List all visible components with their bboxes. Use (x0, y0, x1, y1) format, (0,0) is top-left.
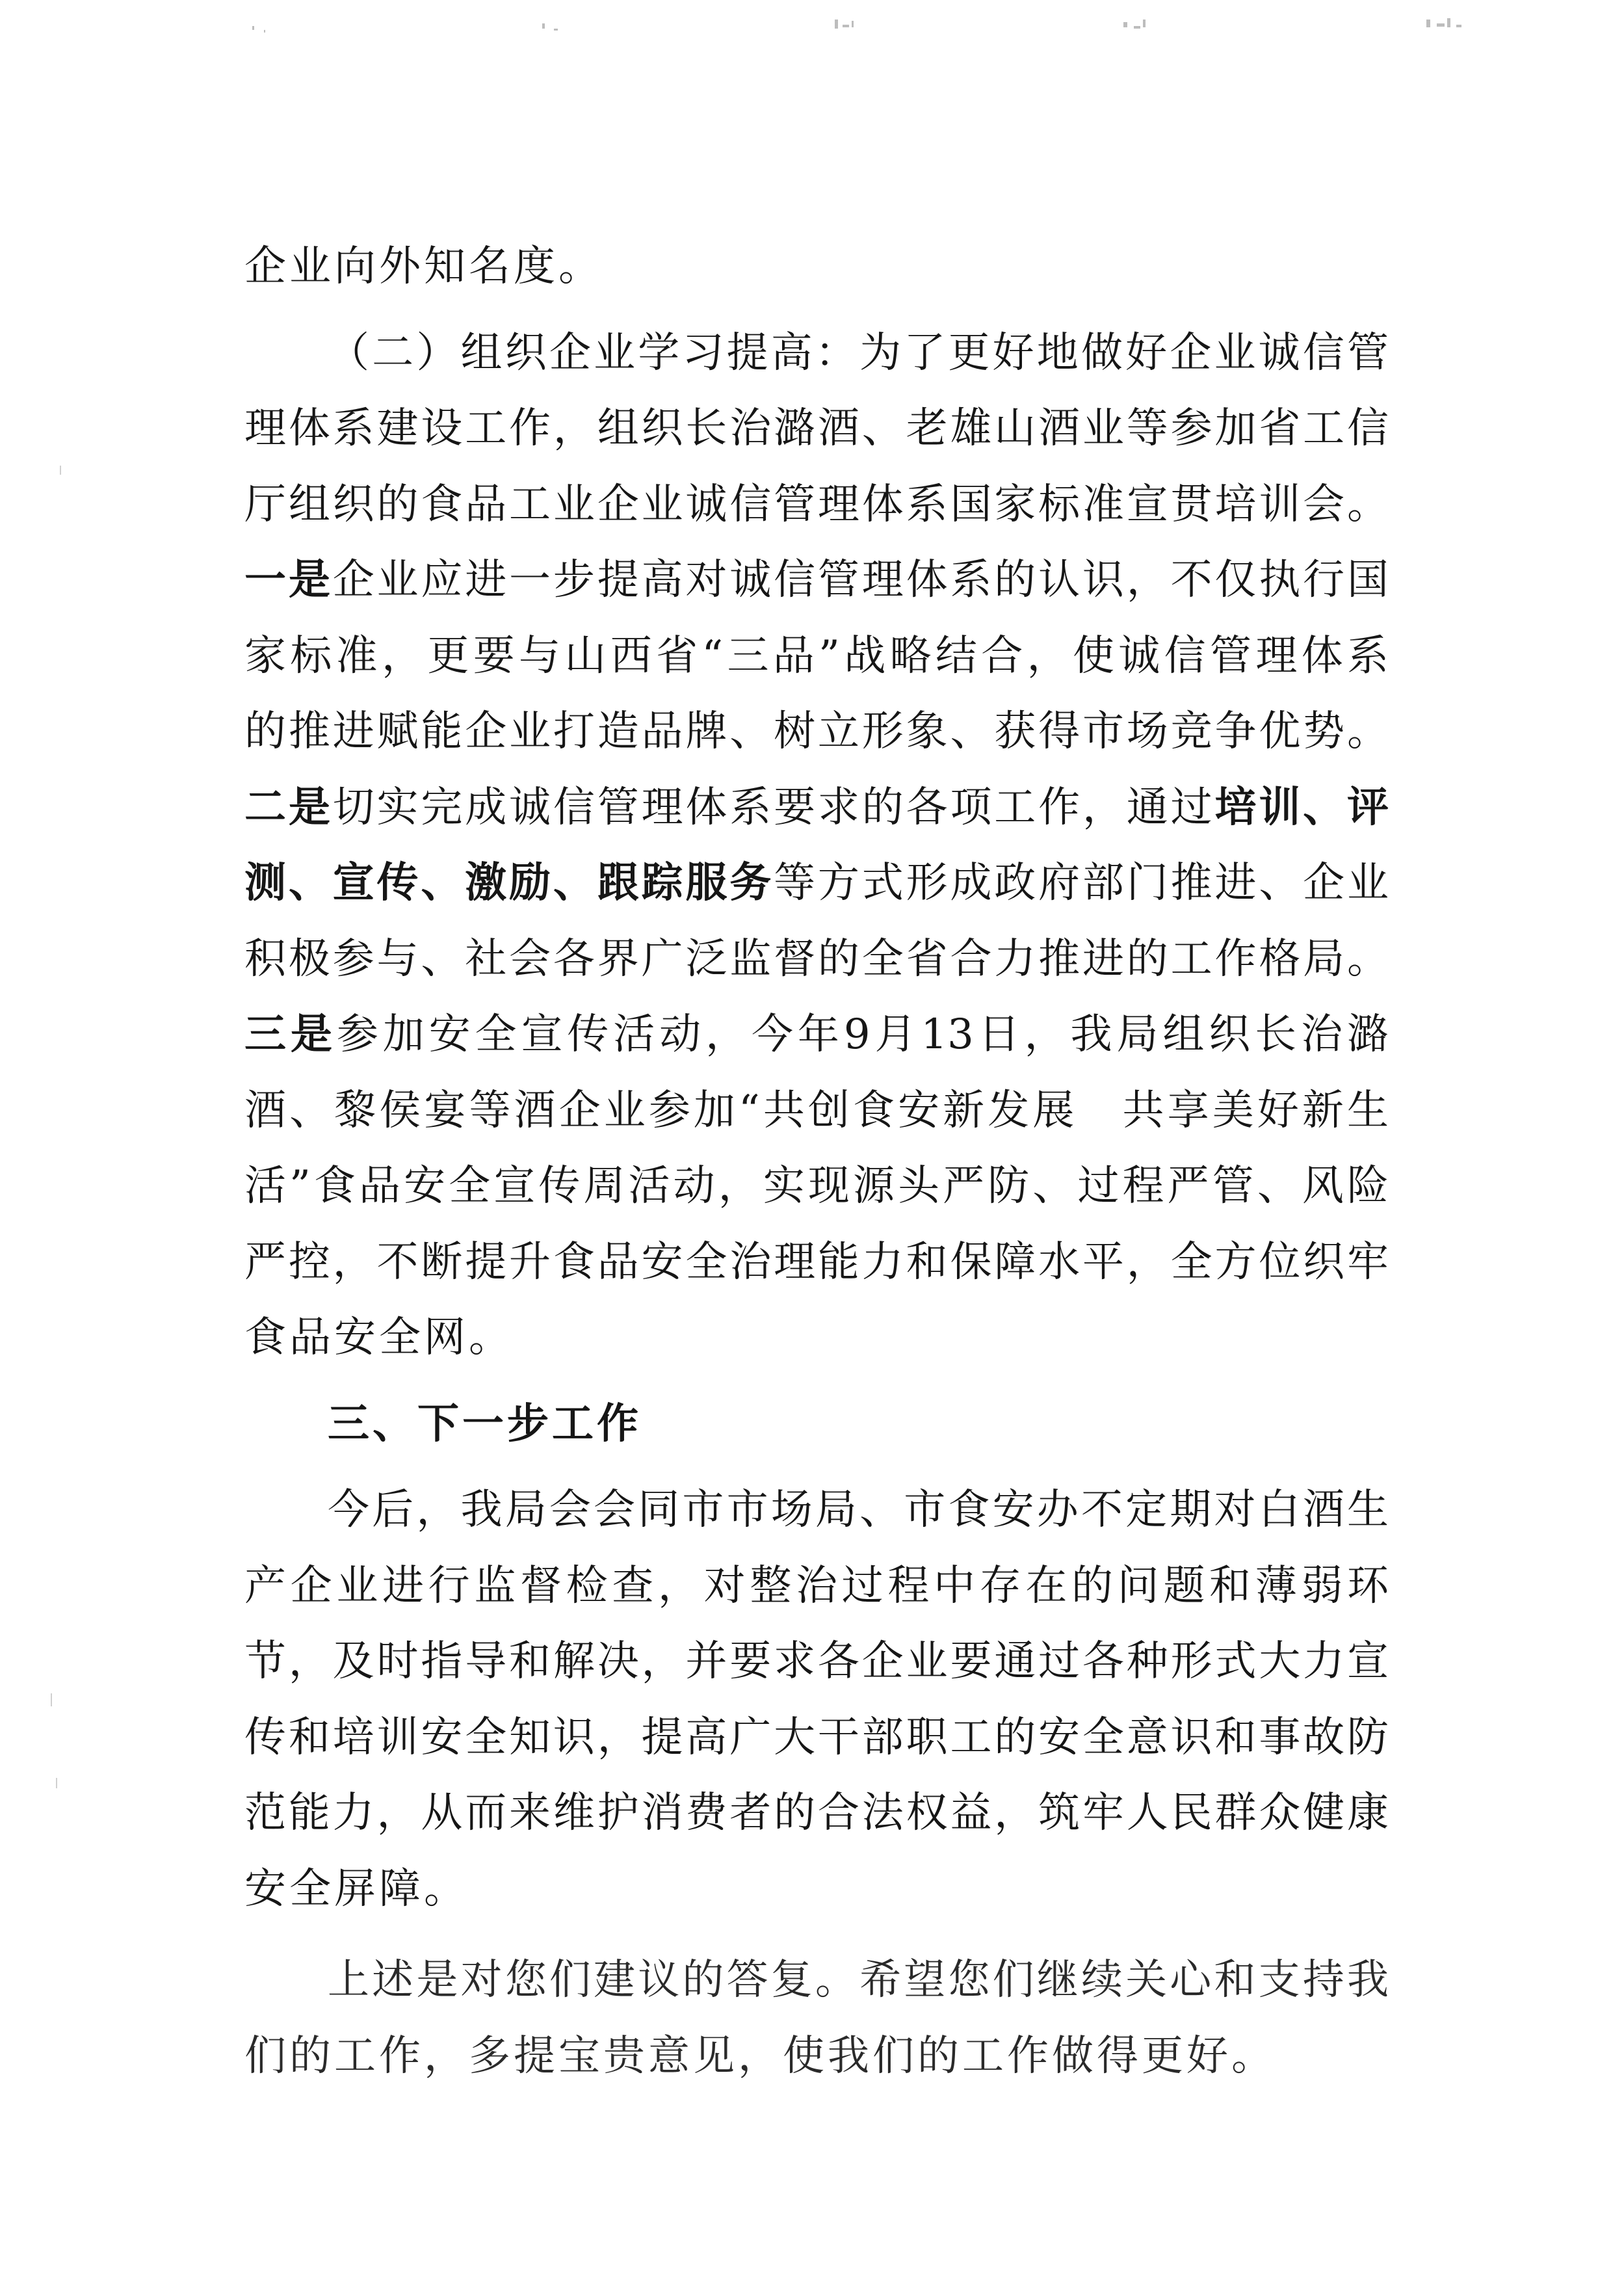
paragraph-start-line: （二）组织企业学习提高：为了更好地做好企业诚信管 (328, 328, 1389, 377)
emphasis-third: 三是 (244, 1011, 337, 1059)
text-line: 酒、黎侯宴等酒企业参加“共创食安新发展 共享美好新生 (244, 1086, 1389, 1135)
emphasis-second: 二是 (244, 783, 333, 832)
text-line: 活”食品安全宣传周活动，实现源头严防、过程严管、风险 (244, 1162, 1389, 1210)
text-line: 范能力，从而来维护消费者的合法权益，筑牢人民群众健康 (244, 1789, 1389, 1837)
text-line: 节，及时指导和解决，并要求各企业要通过各种形式大力宣 (244, 1637, 1389, 1686)
text-line: 的推进赋能企业打造品牌、树立形象、获得市场竞争优势。 (244, 708, 1389, 756)
text-line: 产企业进行监督检查，对整治过程中存在的问题和薄弱环 (244, 1561, 1389, 1610)
text-line: 严控，不断提升食品安全治理能力和保障水平，全方位织牢 (244, 1237, 1389, 1286)
text-line: 企业向外知名度。 (244, 243, 603, 291)
text-line: 测、宣传、激励、跟踪服务等方式形成政府部门推进、企业 (244, 859, 1389, 907)
text-line: 二是切实完成诚信管理体系要求的各项工作，通过培训、评 (244, 783, 1389, 832)
text-line: 食品安全网。 (244, 1314, 514, 1362)
text-line: 一是企业应进一步提高对诚信管理体系的认识，不仅执行国 (244, 556, 1389, 604)
text-line: 理体系建设工作，组织长治潞酒、老雄山酒业等参加省工信 (244, 404, 1389, 453)
emphasis-first: 一是 (244, 556, 333, 604)
paragraph-start-line: 上述是对您们建议的答复。希望您们继续关心和支持我 (328, 1956, 1389, 2004)
section-heading: 三、下一步工作 (328, 1399, 642, 1448)
paragraph-start-line: 今后，我局会会同市市场局、市食安办不定期对白酒生 (328, 1486, 1389, 1534)
text-line: 传和培训安全知识，提高广大干部职工的安全意识和事故防 (244, 1713, 1389, 1762)
text-line: 家标准，更要与山西省“三品”战略结合，使诚信管理体系 (244, 631, 1389, 680)
emphasis-methods-cont: 测、宣传、激励、跟踪服务 (244, 859, 774, 907)
emphasis-methods: 培训、评 (1214, 783, 1389, 832)
text-line: 厅组织的食品工业企业诚信管理体系国家标准宣贯培训会。 (244, 480, 1389, 529)
text-line: 三是参加安全宣传活动，今年9月13日，我局组织长治潞 (244, 1011, 1389, 1059)
document-body (244, 229, 1389, 2094)
text-line: 们的工作，多提宝贵意见，使我们的工作做得更好。 (244, 2031, 1276, 2080)
text-line: 安全屏障。 (244, 1864, 469, 1913)
text-line: 积极参与、社会各界广泛监督的全省合力推进的工作格局。 (244, 934, 1389, 983)
